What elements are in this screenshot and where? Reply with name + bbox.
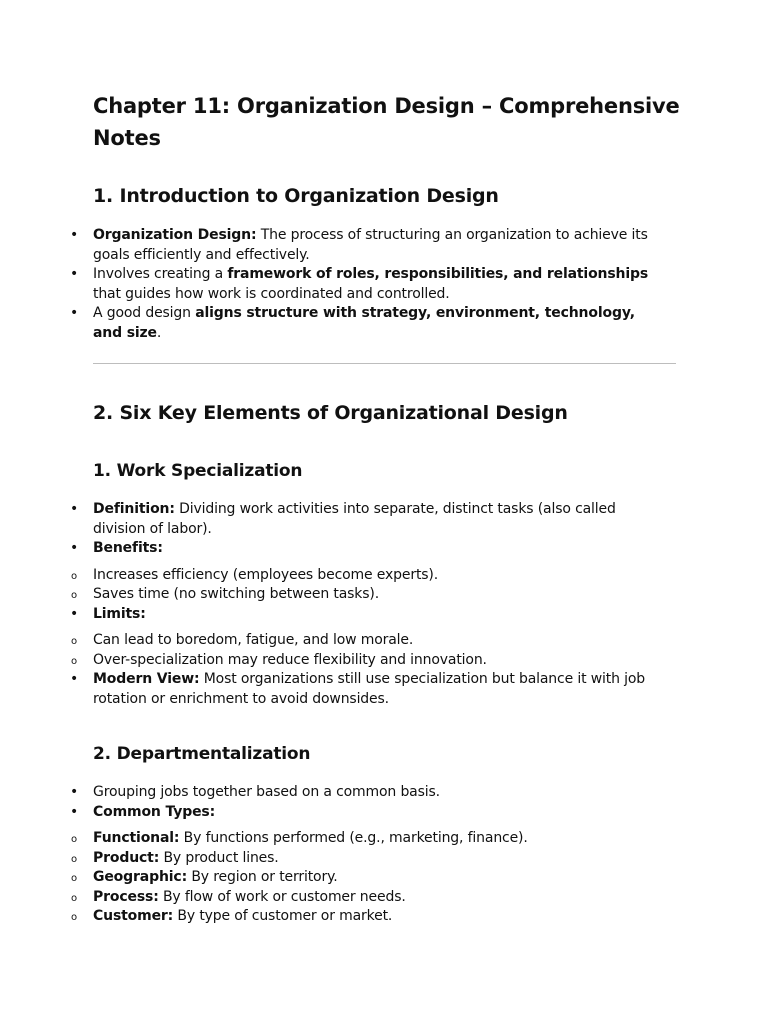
- term-label: Common Types:: [93, 803, 216, 820]
- item-text: Dividing work activities into separate, distinct tasks (also called division of labor).: [93, 501, 616, 537]
- sub-list-item: [0, 849, 661, 869]
- bullet-marker: •: [69, 305, 79, 321]
- section-heading-introduction: 1. Introduction to Organization Design: [93, 185, 499, 207]
- work-specialization-list: [0, 500, 661, 709]
- list-item: [0, 539, 661, 559]
- list-item: [0, 304, 661, 343]
- term-label: Functional:: [93, 830, 180, 846]
- list-item: [0, 605, 661, 625]
- item-text: Grouping jobs together based on a common basis.: [93, 784, 440, 800]
- departmentalization-list: [0, 783, 661, 927]
- list-item: [0, 670, 661, 709]
- section-heading-six-elements: 2. Six Key Elements of Organizational Design: [93, 402, 568, 424]
- item-text: The process of structuring an organization to achieve its goals efficiently and effectively.: [93, 227, 648, 263]
- item-text: Can lead to boredom, fatigue, and low morale.: [93, 632, 414, 648]
- bullet-marker: •: [69, 605, 79, 622]
- circle-bullet-marker: o: [71, 655, 77, 667]
- circle-bullet-marker: o: [71, 853, 77, 865]
- subsection-heading-departmentalization: 2. Departmentalization: [93, 744, 311, 764]
- sub-list-item: [0, 651, 661, 671]
- sub-list-item: [0, 888, 661, 908]
- item-text: By functions performed (e.g., marketing, finance).: [179, 830, 528, 846]
- item-text: Over-specialization may reduce flexibility and innovation.: [93, 651, 487, 668]
- circle-bullet-marker: o: [71, 636, 77, 647]
- item-text: .: [156, 324, 162, 341]
- item-text: By product lines.: [159, 849, 279, 866]
- term-label: Product:: [93, 849, 160, 866]
- item-text: Involves creating a: [93, 266, 228, 282]
- horizontal-divider: [93, 363, 676, 364]
- item-text: Increases efficiency (employees become experts).: [93, 566, 439, 583]
- item-text: A good design: [93, 305, 196, 321]
- bullet-marker: •: [69, 671, 79, 687]
- sub-list-item: [0, 585, 661, 605]
- emphasis-text: aligns structure with strategy, environment, technology, and size: [93, 305, 635, 341]
- sub-list-item: [0, 566, 661, 586]
- sub-list-item: [0, 829, 661, 849]
- circle-bullet-marker: o: [71, 912, 77, 923]
- term-label: Limits:: [93, 605, 146, 622]
- term-label: Process:: [93, 888, 159, 905]
- circle-bullet-marker: o: [71, 892, 77, 904]
- circle-bullet-marker: o: [71, 873, 77, 884]
- list-item: [0, 226, 661, 265]
- bullet-marker: •: [69, 784, 79, 800]
- sub-list-item: [0, 868, 661, 888]
- circle-bullet-marker: o: [71, 570, 77, 582]
- term-label: Customer:: [93, 908, 174, 924]
- introduction-list: [0, 226, 661, 343]
- circle-bullet-marker: o: [71, 834, 77, 845]
- list-item: [0, 265, 661, 304]
- item-text: that guides how work is coordinated and controlled.: [93, 285, 450, 302]
- list-item: [0, 500, 661, 539]
- subsection-heading-work-specialization: 1. Work Specialization: [93, 461, 303, 481]
- bullet-marker: •: [69, 501, 79, 517]
- page-title: Chapter 11: Organization Design – Comprehensive Notes: [93, 94, 680, 150]
- bullet-marker: •: [69, 540, 79, 556]
- sub-list-item: [0, 907, 661, 927]
- item-text: Saves time (no switching between tasks).: [93, 586, 379, 602]
- term-label: Benefits:: [93, 540, 163, 556]
- sub-list-item: [0, 631, 661, 651]
- bullet-marker: •: [69, 803, 79, 820]
- term-label: Organization Design:: [93, 227, 257, 243]
- term-label: Modern View:: [93, 671, 200, 687]
- term-label: Definition:: [93, 501, 175, 517]
- list-item: [0, 783, 661, 803]
- item-text: By region or territory.: [187, 869, 338, 885]
- bullet-marker: •: [69, 266, 79, 282]
- item-text: Most organizations still use specialization but balance it with job rotation or enrichment to avoid downsides.: [93, 671, 646, 707]
- item-text: By flow of work or customer needs.: [158, 888, 406, 905]
- item-text: By type of customer or market.: [173, 908, 393, 924]
- list-item: [0, 803, 661, 823]
- circle-bullet-marker: o: [71, 590, 77, 601]
- bullet-marker: •: [69, 227, 79, 243]
- term-label: Geographic:: [93, 869, 188, 885]
- emphasis-text: framework of roles, responsibilities, and relationships: [227, 266, 649, 282]
